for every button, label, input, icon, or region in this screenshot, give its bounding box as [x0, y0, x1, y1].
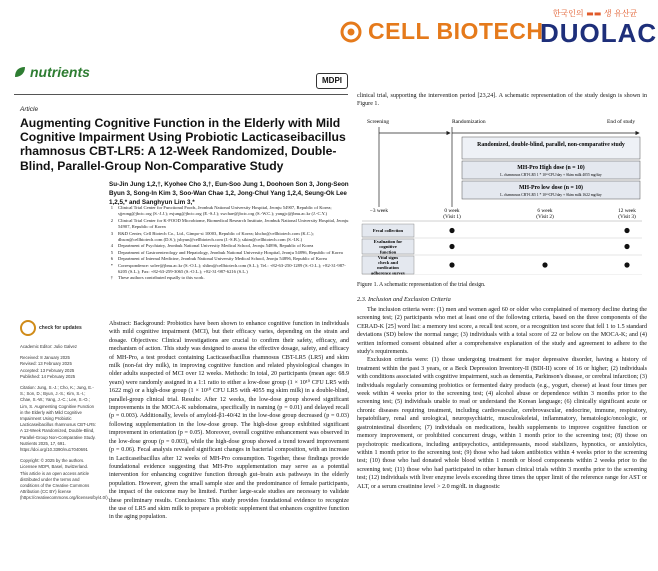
affiliation-item: [109, 231, 349, 244]
figure-caption: Figure 1. A schematic representation of the trial design.: [357, 282, 486, 288]
check-updates-label: check for updates: [39, 325, 82, 331]
affiliation-item: [109, 263, 349, 276]
schedule-dot: [624, 262, 629, 267]
article-type: Article: [20, 106, 39, 113]
cellbiotech-wordmark: CELL BIOTECH: [368, 18, 544, 44]
schedule-dot: [449, 244, 454, 249]
schedule-dot: [449, 262, 454, 267]
timepoint-visit: (Visit 1): [443, 214, 461, 220]
section-heading: 2.3. Inclusion and Exclusion Criteria: [357, 296, 451, 303]
academic-editor: Academic Editor: Julio Galvez: [20, 344, 78, 349]
revised-date: Revised: 13 February 2025: [20, 361, 72, 367]
published-date: Published: 14 February 2025: [20, 373, 76, 379]
mdpi-logo: MDPI: [316, 73, 348, 89]
figure-1: [357, 115, 647, 275]
leaf-icon: [14, 66, 26, 78]
affiliation-text: Correspondence: solee@jbnu.ac.kr (S.-O.L.); shlim@cellbiotech.com (S.L.); Tel.: +82-63-250-1289 (S.-O.L.); +82-31-987-6205 (S.L.); Fax: +82-63-259-3065 (S.-O.L.); +82-31-987-6216 (S.L.): [118, 262, 346, 275]
affiliation-number: †: [110, 275, 113, 281]
high-dose-title: MH-Pro High dose (n = 10): [517, 165, 585, 171]
affiliation-text: Department of Internal Medicine, Jeonbuk National University Medical School, Jeonju 54896, Republic of Korea: [118, 256, 327, 262]
affiliation-number: 6: [110, 256, 113, 262]
procedure-rows: [362, 224, 642, 275]
affiliation-text: Clinical Trial Center for K-FOOD Microbiome, Biomedical Research Institute, Jeonbuk National University Hospital, Jeonju 54907, Republic of Korea: [118, 217, 349, 230]
design-title: Randomized, double-blind, parallel, non-comparative study: [477, 142, 625, 148]
procedure-label: Fecal collection: [372, 228, 404, 234]
article-sidebar: [20, 320, 109, 507]
affiliation-text: Department of Gastroenterology and Hepatology, Jeonbuk National University Hospital, Jeonju 54896, Republic of Korea: [118, 249, 343, 255]
cellbiotech-logo: [340, 18, 544, 45]
timepoint-week: 0 week: [444, 208, 460, 214]
study-design-diagram: [357, 115, 647, 275]
timepoint-week: 6 week: [537, 208, 553, 214]
affiliation-number: *: [110, 262, 113, 268]
cellbiotech-mark-icon: [340, 21, 362, 43]
procedure-label: Evaluation for cognitive function: [373, 238, 403, 255]
randomization-label: Randomization: [452, 119, 486, 125]
affiliation-item: [109, 205, 349, 218]
affiliation-number: 3: [110, 230, 113, 236]
author-list: Su-Jin Jung 1,2,†, Kyohee Cho 3,†, Eun-Soo Jung 1, Doohoen Son 3, Jong-Seon Byun 3, Song-In Kim 3, Soo-Wan Chae 1,2, Jong-Chul Yang 1,2,4, Seung-Ok Lee 1,2,5,* and Sanghyun Lim 3,*: [109, 181, 349, 206]
affiliation-number: 5: [110, 249, 113, 255]
schedule-dot: [624, 228, 629, 233]
accepted-date: Accepted: 13 February 2025: [20, 367, 75, 373]
timepoint-week: −3 week: [369, 208, 389, 214]
affiliation-number: 1: [110, 205, 113, 210]
duolac-wordmark: DUOLAC: [540, 18, 658, 48]
design-box: [462, 137, 640, 159]
end-of-study-label: End of study: [607, 119, 636, 125]
affiliation-text: Clinical Trial Center for Functional Foods, Jeonbuk National University Hospital, Jeonju 54907, Republic of Korea; sjjeong@jbctc.org (S.-J.J.); esjung@jbctc.org (E.-S.J.); swchae@jbctc.org (S.-W.C.); yangjc@jbnu.ac.kr (J.-C.Y.): [118, 205, 332, 217]
affiliation-item: [109, 275, 349, 281]
affiliation-list: [109, 205, 349, 282]
screening-label: Screening: [367, 119, 389, 125]
check-updates-icon: [20, 320, 36, 336]
schedule-dot: [449, 228, 454, 233]
check-updates-button[interactable]: [20, 320, 96, 336]
duolac-tagline: 한국인의 ▬▬ 생 유산균: [552, 9, 638, 18]
journal-logo: [14, 64, 90, 80]
affiliation-number: 2: [110, 217, 113, 223]
timepoint-week: 12 week: [618, 208, 636, 214]
copyright: Copyright: © 2025 by the authors. Licensee MDPI, Basel, Switzerland. This article is an open access article distributed under the terms and conditions of the Creative Commons Attribution (CC BY) license (https://creativecommons.org/licenses/by/4.0/).: [20, 458, 109, 501]
affiliation-text: Department of Psychiatry, Jeonbuk National University Medical School, Jeonju 54896, Republic of Korea: [118, 243, 314, 249]
high-dose-detail: L. rhamnosus CBT-LR5 1 * 10¹⁰CFU/day + Skim milk 4055 mg/day: [500, 173, 602, 177]
low-dose-title: MH-Pro low dose (n = 10): [519, 185, 583, 191]
procedure-label: Vital signs check and medication adherence survey: [370, 254, 406, 275]
article-title: Augmenting Cognitive Function in the Elderly with Mild Cognitive Impairment Using Probiotic Lacticaseibacillus rhamnosus CBT-LR5: A 12-Week Randomized, Double-Blind, Parallel-Group Non-Comparative Study: [20, 116, 346, 173]
abstract: Abstract: Background: Probiotics have been shown to enhance cognitive function in individuals with mild cognitive impairment (MCI), but their efficacy varies, depending on the strain and dosage. Objectives: Clinical investigations are crucial to confirm their safety, efficacy, and mechanism of action. This study was designed to assess the effective dosage, safety, and efficacy of MH-Pro, a test product containing Lacticaseibacillus rhamnosus CBT-LR5 (LR5) and skim milk (non-fat dry milk), in improving cognitive function and related physiological changes in older adults suspected of MCI over 12 weeks. Methods: In total, 20 participants (mean age: 68.9 years) were randomly assigned in a 1:1 ratio to either a low-dose group (1 × 10¹⁰ CFU LR5 with 1622 mg) or a high-dose group (1 × 10¹⁰ CFU LR5 with 4055 mg skim milk) in a double-blind, parallel-group clinical trial. Results: After 12 weeks, the low-dose group showed significant improvements in the MOCA-K subdomains, specifically in naming (p = 0.01) and delayed recall (p = 0.003). Additionally, levels of amyloid-β1-40/42 in the low-dose group decreased (p = 0.03) following supplementation in the low-dose group. The high-dose group exhibited significant improvement in orientation (p = 0.05). Moreover, overall cognitive enhancement was observed in the low-dose group (p = 0.003), while the high-dose group showed a trend toward improvement (p = 0.06). Fecal analysis revealed significant changes in bacterial composition, with an increase in Lacticaseibacillus after 12 weeks of MH-Pro consumption. Together, these findings provide foundational evidence suggesting that MH-Pro supplementation may serve as a potential intervention for enhancing cognitive function through gut–brain axis pathways in the elderly population. However, given the small sample size and the predominance of female participants, the impact of the outcome may be limited. Further large-scale studies are necessary to validate these preliminary results. Conclusions: This study provides foundational evidence to recognize the use of LR5 and skim milk to prepare a probiotic supplement that enhances cognitive function in the aging population.: [109, 321, 349, 521]
received-date: Received: 8 January 2025: [20, 355, 70, 361]
schedule-dot: [542, 262, 547, 267]
journal-name: nutrients: [30, 64, 90, 80]
low-dose-detail: L. rhamnosus CBT-LR5 1 * 10¹⁰CFU/day + Skim milk 1622 mg/day: [500, 193, 602, 197]
exclusion-paragraph: Exclusion criteria were: (1) those undergoing treatment for major depressive disorder, having a history of treatment within the past 3 years, or a Beck Depression Inventory-II (BDI-II) score of 16 or higher; (2) individuals with conditions associated with cognitive impairment, such as dementia, Parkinson's disease, or cerebral infarction; (3) individuals regularly consuming probiotics or fermented dairy products (e.g., yogurt, cheese) at least four times per week within 4 weeks prior to the screening test; (4) alcohol abuse or dependence within 3 months prior to the screening test; (5) individuals unable to read or understand the Korean language; (6) clinically significant acute or chronic diseases requiring treatment, including cardiovascular, cerebrovascular, endocrine, immune, respiratory, hepatobiliary, renal and urological, neuropsychiatric, musculoskeletal, inflammatory, hematologic/oncologic, or gastrointestinal disorders; (7) individuals on medications, health supplements to improve cognitive function or memory improvement, or prohibited concurrent drugs, within 1 month prior to the screening test; (8) those on psychotropic medications, including antipsychotics, antidepressants, mood stabilizers, hypnotics, or anxiolytics, within 1 month prior to the screening test; (9) those who had taken antibiotics within 4 weeks prior to the screening test; (10) those who had donated whole blood within 1 month or blood components within 2 weeks prior to the screening test; (11) those who had participated in other human clinical trials within 3 months prior to the screening test; (12) individuals with liver enzyme levels exceeding three times the upper limit of the reference range for AST or ALT, or a serum creatinine level > 2.0 mg/dL in diagnostic: [357, 357, 647, 490]
timepoint-visit: (Visit 3): [618, 214, 636, 220]
timepoint-labels: [370, 208, 636, 220]
citation: Citation: Jung, S.-J.; Cho, K.; Jung, E.-S.; Son, D.; Byun, J.-S.; Kim, S.-I.; Chae, S.-W.; Yang, J.-C.; Lee, S.-O.; Lim, S. Augmenting Cognitive Function in the Elderly with Mild Cognitive Impairment Using Probiotic Lacticaseibacillus rhamnosus CBT-LR5: A 12-Week Randomized, Double-Blind, Parallel-Group Non-Comparative Study. Nutrients 2025, 17, 691. https://doi.org/10.3390/nu17040691: [20, 385, 96, 453]
affiliation-text: These authors contributed equally to this work.: [118, 275, 205, 281]
inclusion-paragraph: The inclusion criteria were: (1) men and women aged 60 or older who complained of memory decline during the screening test; (2) participants who met at least one of the following criteria, based on the three components of the CERAD-K [25] word list: a memory test score, a recall test score, or a recognition test score that fell 1 to 1.5 standard deviations (SD) below the normal range; (3) individuals with a total score of 22 or below on the MOCA-K; and (4) written informed consent obtained after a comprehensive explanation of the study and agreement to adhere to the study's requirements.: [357, 307, 647, 356]
affiliation-number: 4: [110, 243, 113, 249]
affiliation-text: R&D Center, Cell Biotech Co., Ltd., Gimpo-si 10003, Republic of Korea; khcho@cellbiotech.com (K.C.); dhson@cellbiotech.com (D.S.); jsbyun@cellbiotech.com (J.-S.B.); sikim@cellbiotech.com (S.-I.K.): [118, 230, 314, 243]
header-divider: [14, 94, 348, 95]
intro-paragraph-tail: clinical trial, supporting the intervention period [23,24]. A schematic representation of the study design is shown in Figure 1.: [357, 93, 647, 108]
schedule-dot: [624, 244, 629, 249]
section-body: [357, 306, 647, 491]
timepoint-visit: (Visit 2): [536, 214, 554, 220]
affiliation-item: [109, 218, 349, 231]
duolac-logo: [540, 8, 658, 48]
